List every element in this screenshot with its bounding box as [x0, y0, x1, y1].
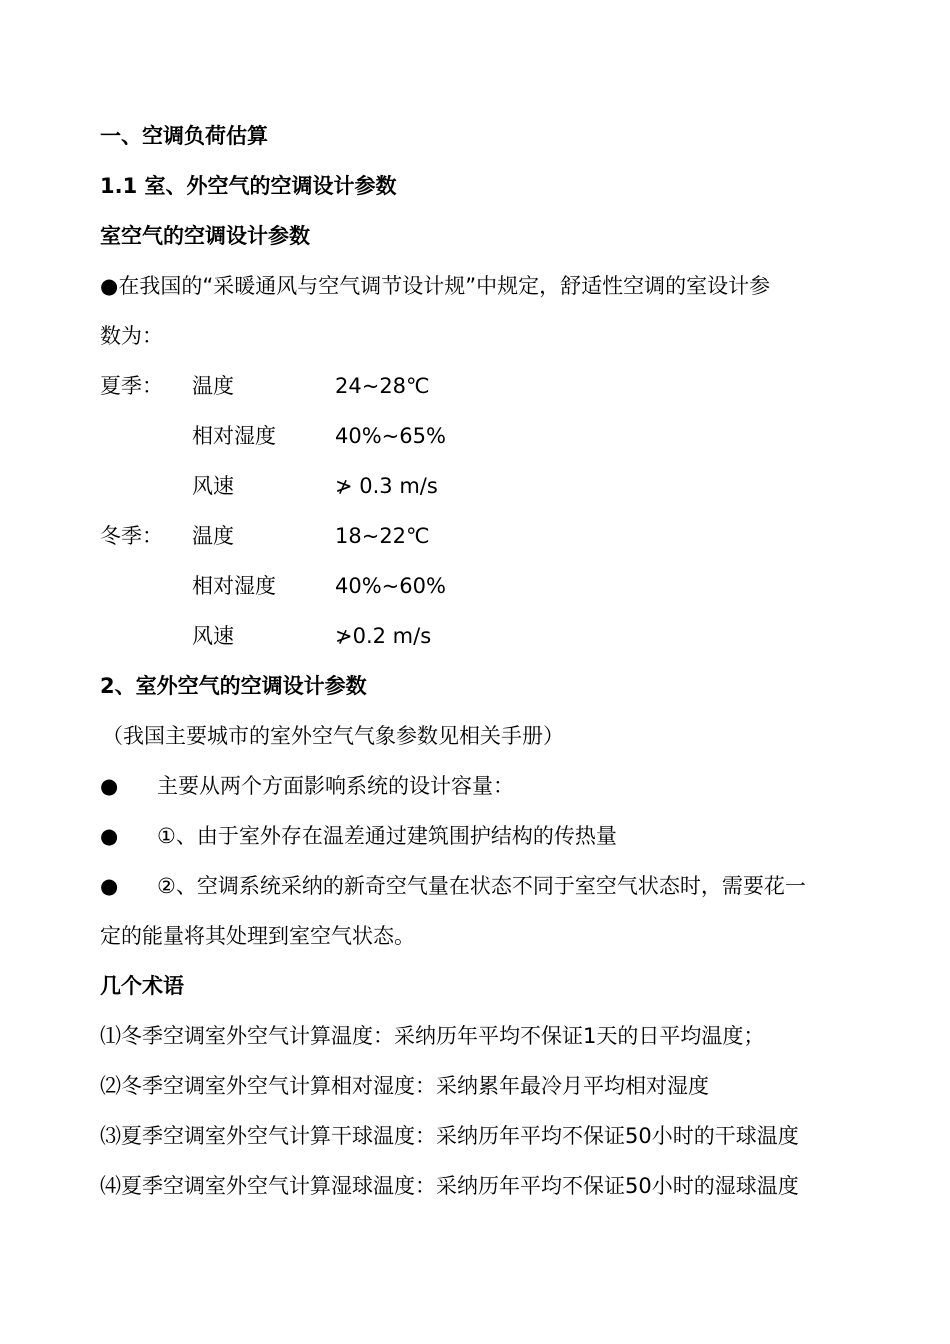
term-item: ⑴冬季空调室外空气计算温度：采纳历年平均不保证1天的日平均温度； — [100, 1024, 765, 1048]
param-name: 风速 — [192, 624, 234, 648]
param-name: 风速 — [192, 474, 234, 498]
heading-design-parameters: 1.1 室、外空气的空调设计参数 — [100, 174, 397, 198]
heading-terms: 几个术语 — [100, 974, 184, 998]
param-name: 相对湿度 — [192, 424, 276, 448]
intro-line-2: 数为： — [100, 324, 163, 348]
heading-indoor-parameters: 室空气的空调设计参数 — [100, 224, 310, 248]
intro-line-1: ●在我国的“采暖通风与空气调节设计规”中规定，舒适性空调的室设计参 — [100, 274, 771, 298]
param-name: 温度 — [192, 374, 234, 398]
summer-label: 夏季： — [100, 374, 163, 398]
term-item: ⑶夏季空调室外空气计算干球温度：采纳历年平均不保证50小时的干球温度 — [100, 1124, 799, 1148]
param-value: 40%~65% — [335, 424, 446, 448]
term-item: ⑷夏季空调室外空气计算湿球温度：采纳历年平均不保证50小时的湿球温度 — [100, 1174, 799, 1198]
bullet-item: ①、由于室外存在温差通过建筑围护结构的传热量 — [157, 824, 617, 848]
bullet-icon: ● — [100, 824, 119, 848]
reference-note: （我国主要城市的室外空气气象参数见相关手册） — [102, 724, 564, 748]
winter-label: 冬季： — [100, 524, 163, 548]
param-name: 相对湿度 — [192, 574, 276, 598]
bullet-item: 主要从两个方面影响系统的设计容量： — [157, 774, 514, 798]
param-name: 温度 — [192, 524, 234, 548]
param-value: ≯ 0.3 m/s — [335, 474, 438, 498]
param-value: 24~28℃ — [335, 374, 430, 398]
term-item: ⑵冬季空调室外空气计算相对湿度：采纳累年最冷月平均相对湿度 — [100, 1074, 709, 1098]
heading-outdoor-parameters: 2、室外空气的空调设计参数 — [100, 674, 367, 698]
param-value: 40%~60% — [335, 574, 446, 598]
param-value: 18~22℃ — [335, 524, 430, 548]
heading-load-estimation: 一、空调负荷估算 — [100, 124, 268, 148]
bullet-icon: ● — [100, 774, 119, 798]
param-value: ≯0.2 m/s — [335, 624, 432, 648]
bullet-item: ②、空调系统采纳的新奇空气量在状态不同于室空气状态时，需要花一 — [157, 874, 806, 898]
bullet-item-continued: 定的能量将其处理到室空气状态。 — [100, 924, 415, 948]
bullet-icon: ● — [100, 874, 119, 898]
